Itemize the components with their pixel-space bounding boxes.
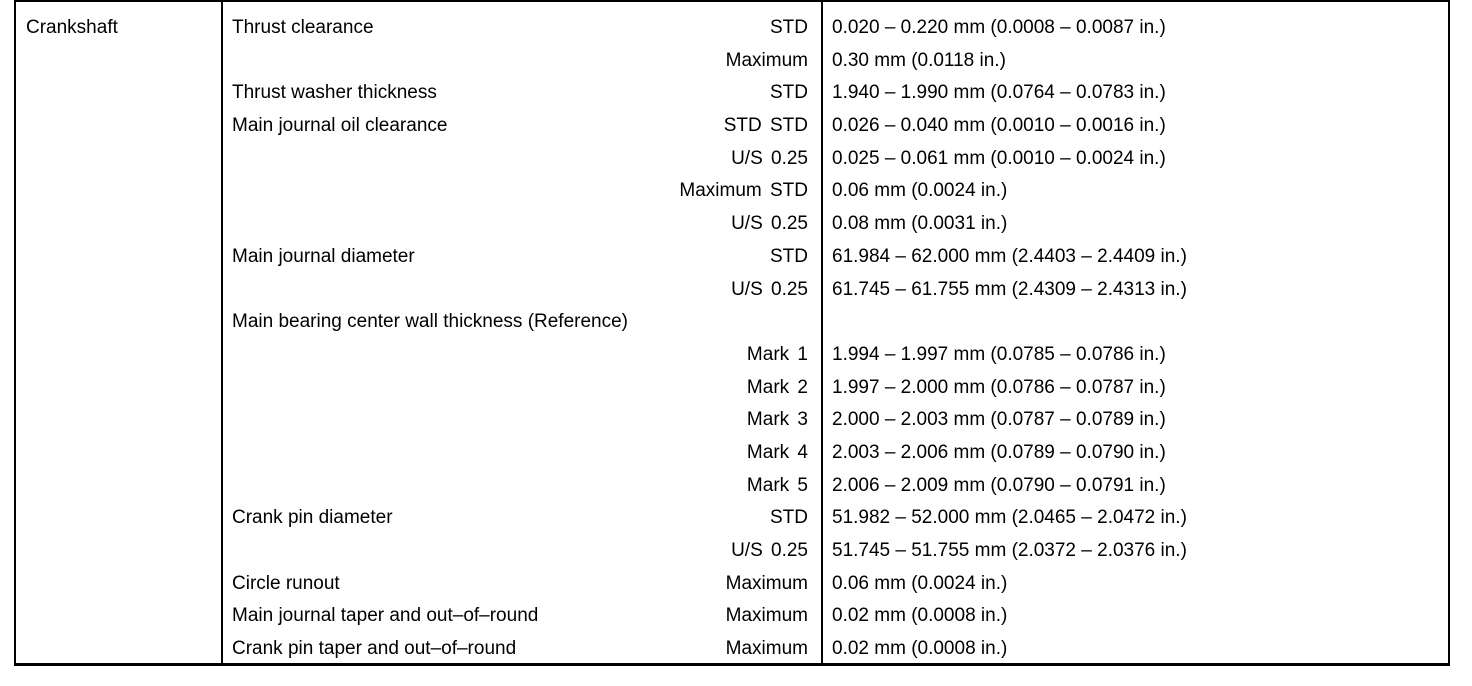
spec-value: 0.025 – 0.061 mm (0.0010 – 0.0024 in.) [832, 147, 1166, 169]
spec-row [16, 175, 1448, 208]
spec-value: 0.02 mm (0.0008 in.) [832, 605, 1008, 627]
spec-item: Crank pin diameter [232, 507, 393, 529]
spec-value: 2.006 – 2.009 mm (0.0790 – 0.0791 in.) [832, 474, 1166, 496]
spec-value: 1.994 – 1.997 mm (0.0785 – 0.0786 in.) [832, 343, 1166, 365]
spec-condition: Mark 2 [746, 376, 808, 398]
spec-row [16, 241, 1448, 274]
spec-value: 61.984 – 62.000 mm (2.4403 – 2.4409 in.) [832, 245, 1187, 267]
spec-condition: Mark 5 [746, 474, 808, 496]
spec-condition: STD [770, 507, 808, 529]
spec-table [14, 0, 1450, 666]
spec-condition: Maximum [725, 572, 808, 594]
spec-row [16, 208, 1448, 241]
spec-row [16, 274, 1448, 307]
spec-row [16, 143, 1448, 176]
spec-condition: Maximum [725, 638, 808, 660]
spec-condition: Maximum [725, 49, 808, 71]
spec-row [16, 45, 1448, 78]
spec-value: 0.30 mm (0.0118 in.) [832, 49, 1006, 71]
spec-item: Main journal diameter [232, 245, 415, 267]
spec-condition: STD [770, 82, 808, 104]
spec-row [16, 339, 1448, 372]
spec-value: 0.026 – 0.040 mm (0.0010 – 0.0016 in.) [832, 115, 1166, 137]
component-name: Crankshaft [26, 17, 118, 38]
spec-item: Main journal taper and out–of–round [232, 605, 539, 627]
spec-item: Main bearing center wall thickness (Reference) [232, 311, 629, 333]
spec-item: Circle runout [232, 572, 340, 594]
spec-rows [16, 12, 1448, 666]
spec-condition: U/S 0.25 [731, 213, 808, 235]
spec-condition: Mark 3 [746, 409, 808, 431]
spec-item: Thrust clearance [232, 17, 374, 38]
spec-condition: STD [770, 17, 808, 38]
spec-value: 0.08 mm (0.0031 in.) [832, 213, 1008, 235]
spec-condition: U/S 0.25 [731, 278, 808, 300]
spec-value: 51.982 – 52.000 mm (2.0465 – 2.0472 in.) [832, 507, 1187, 529]
spec-row [16, 12, 1448, 45]
spec-value: 2.003 – 2.006 mm (0.0789 – 0.0790 in.) [832, 441, 1166, 463]
spec-row [16, 110, 1448, 143]
spec-condition: Mark 1 [746, 343, 808, 365]
spec-row [16, 568, 1448, 601]
spec-row [16, 502, 1448, 535]
spec-condition: Mark 4 [746, 441, 808, 463]
spec-item: Crank pin taper and out–of–round [232, 638, 517, 660]
spec-value: 0.020 – 0.220 mm (0.0008 – 0.0087 in.) [832, 17, 1166, 38]
spec-row [16, 600, 1448, 633]
spec-row [16, 535, 1448, 568]
spec-value: 1.997 – 2.000 mm (0.0786 – 0.0787 in.) [832, 376, 1166, 398]
spec-condition: U/S 0.25 [731, 147, 808, 169]
spec-condition: Maximum [725, 605, 808, 627]
spec-value: 0.06 mm (0.0024 in.) [832, 180, 1008, 202]
spec-item: Main journal oil clearance [232, 115, 448, 137]
spec-value: 51.745 – 51.755 mm (2.0372 – 2.0376 in.) [832, 540, 1187, 561]
spec-condition: STD STD [723, 115, 808, 137]
spec-condition: Maximum STD [679, 180, 808, 202]
spec-value: 0.06 mm (0.0024 in.) [832, 572, 1008, 594]
spec-row [16, 77, 1448, 110]
spec-row [16, 437, 1448, 470]
spec-value: 61.745 – 61.755 mm (2.4309 – 2.4313 in.) [832, 278, 1187, 300]
spec-condition: STD [770, 245, 808, 267]
spec-item: Thrust washer thickness [232, 82, 437, 104]
spec-value: 1.940 – 1.990 mm (0.0764 – 0.0783 in.) [832, 82, 1166, 104]
spec-row [16, 470, 1448, 503]
spec-row [16, 633, 1448, 666]
spec-value: 0.02 mm (0.0008 in.) [832, 638, 1008, 660]
spec-row [16, 306, 1448, 339]
spec-condition: U/S 0.25 [731, 540, 808, 561]
spec-row [16, 372, 1448, 405]
spec-row [16, 404, 1448, 437]
spec-value: 2.000 – 2.003 mm (0.0787 – 0.0789 in.) [832, 409, 1166, 431]
